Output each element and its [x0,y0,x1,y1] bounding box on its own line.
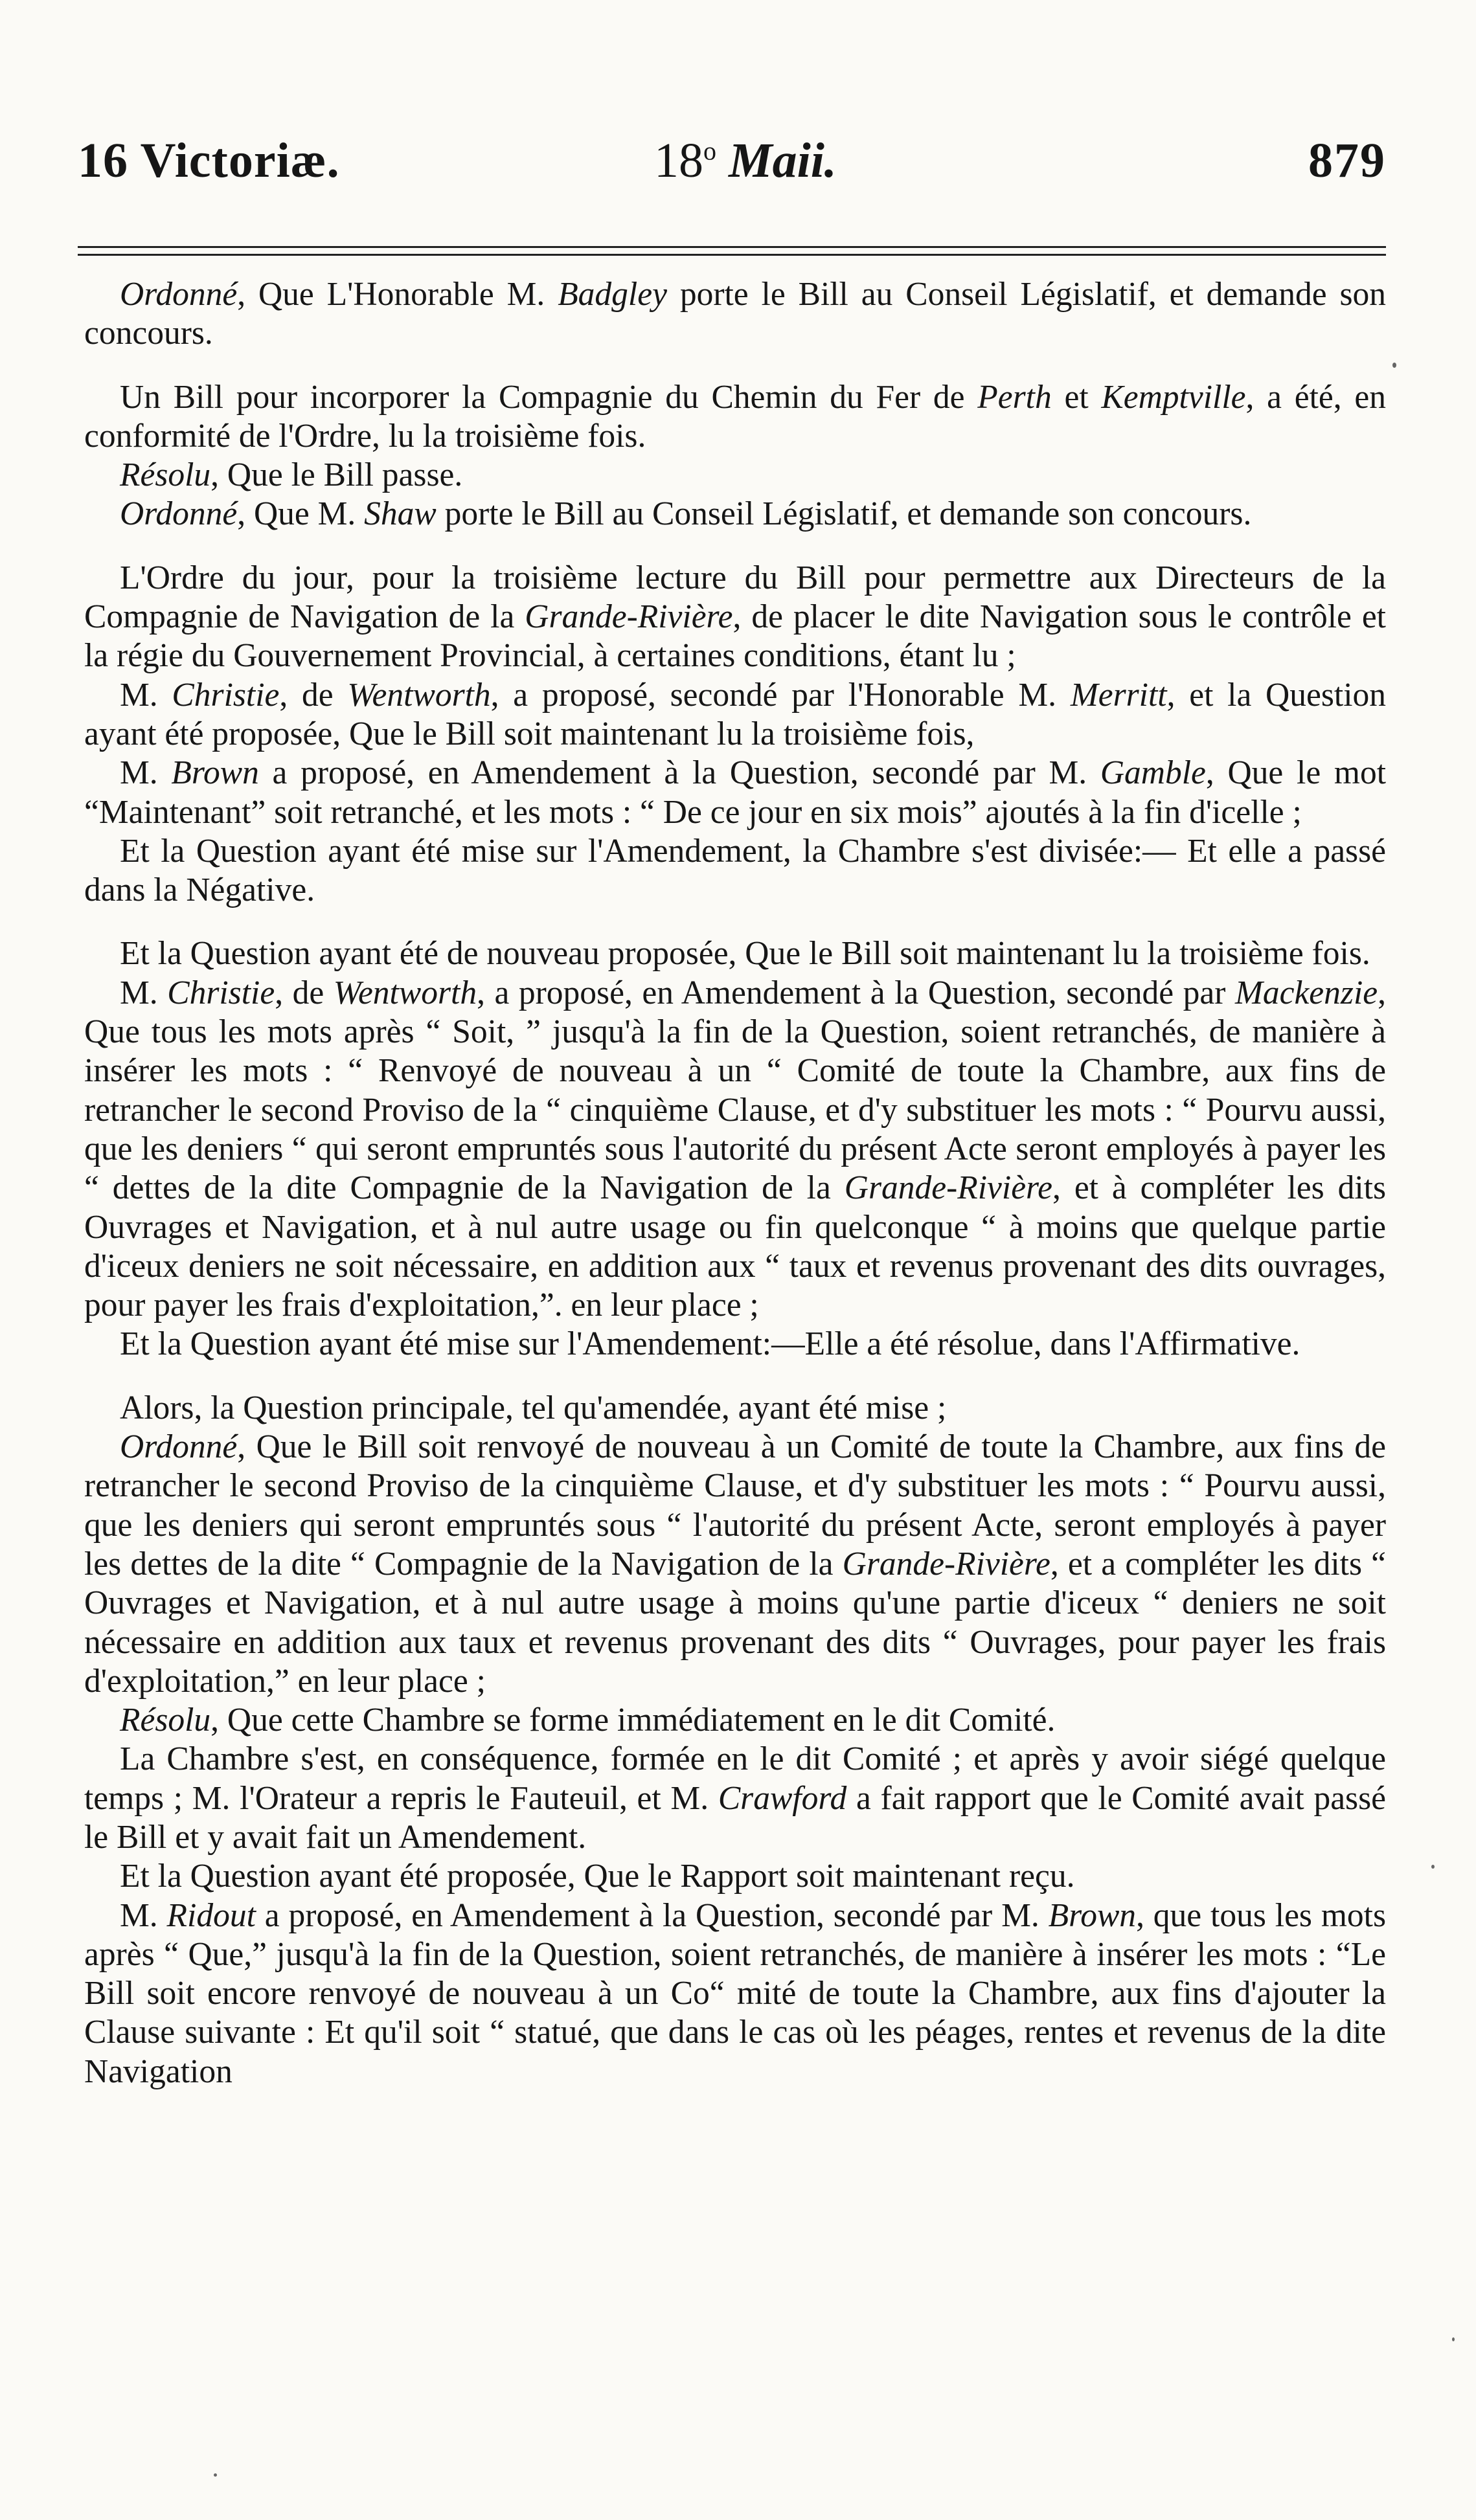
text-run: porte le Bill au Conseil Législatif, et demande son concours. [84,276,1386,352]
text-run: M. [120,676,172,714]
date-ordinal: o [703,136,716,166]
text-run: Et la Question ayant été mise sur l'Amendement:—Elle a été résolue, dans l'Affirmative. [120,1325,1300,1363]
paragraph [84,495,1386,534]
paragraph [84,1740,1386,1857]
text-run: , a proposé, en Amendement à la Question, secondé par [477,974,1235,1011]
scan-speck [1392,363,1396,368]
italic-run: Mackenzie [1234,974,1378,1011]
date-day: 18 [654,133,703,188]
body-text [84,275,1386,2091]
text-run: , et à compléter les dits Ouvrages et Navigation, et à nul autre usage ou fin quelconque “ à moins que quelque partie d'iceux deniers ne soit nécessaire, en addition aux “ taux et revenus provenant des dits ouvrages, pour payer les frais d'exploitation,”. en leur place ; [84,1169,1386,1324]
paragraph [84,275,1386,354]
italic-run: Christie [167,974,275,1011]
text-run: , Que le Bill soit renvoyé de nouveau à un Comité de toute la Chambre, aux fins de retrancher le second Proviso de la cinquième Clause, et d'y substituer les mots : “ Pourvu aussi, que les deniers qui seront empruntés sous “ l'autorité du présent Acte, seront employés à payer les dettes de la dite “ Compagnie de la Navigation de la [84,1428,1386,1582]
document-page [78,0,1386,2520]
italic-run: Christie [172,676,280,714]
text-run: , et a compléter les dits “ Ouvrages et Navigation, et à nul autre usage à moins qu'une partie d'iceux “ deniers ne soit nécessaire en addition aux taux et revenus provenant des dits “ Ouvrages, pour payer les frais d'exploitation,” en leur place ; [84,1545,1386,1700]
italic-run: Grande-Rivière [844,1169,1053,1207]
paragraph [84,832,1386,910]
text-run: La Chambre s'est, en conséquence, formée en le dit Comité ; et après y avoir siégé quelque temps ; M. l'Orateur a repris le Fauteuil, et M. [84,1740,1386,1817]
text-run: , Que cette Chambre se forme immédiatement en le dit Comité. [210,1702,1056,1739]
italic-run: Ordonné [120,1428,238,1466]
text-run: , Que le mot “Maintenant” soit retranché, et les mots : “ De ce jour en six mois” ajoutés à la fin d'icelle ; [84,754,1387,831]
italic-run: Grande-Rivière [842,1545,1050,1582]
text-run: Et la Question ayant été proposée, Que le Rapport soit maintenant reçu. [120,1858,1075,1895]
scan-speck [1452,2337,1455,2341]
page-header [78,133,1386,204]
text-run: M. [120,974,168,1011]
header-rule-bottom [78,254,1386,256]
italic-run: Grande-Rivière [525,598,733,636]
text-run: , et la Question ayant été proposée, Que le Bill soit maintenant lu la troisième fois, [84,676,1387,752]
paragraph [84,934,1386,973]
paragraph [84,378,1386,456]
paragraph [84,1896,1386,2091]
text-run: Et la Question ayant été de nouveau proposée, Que le Bill soit maintenant lu la troisième fois. [120,935,1370,973]
italic-run: Brown [1048,1896,1137,1934]
text-run: , Que L'Honorable M. [237,276,558,313]
header-rule-top [78,246,1386,248]
italic-run: Shaw [364,495,437,533]
text-run: porte le Bill au Conseil Législatif, et demande son concours. [436,495,1252,533]
paragraph [84,1325,1386,1364]
text-run: Un Bill pour incorporer la Compagnie du Chemin du Fer de [120,378,978,416]
text-run: et [1051,378,1102,416]
regnal-year: 16 Victoriæ. [78,133,340,188]
text-run: , de placer le dite Navigation sous le contrôle et la régie du Gouvernement Provincial, à certaines conditions, étant lu ; [84,598,1386,675]
italic-run: Ridout [166,1896,256,1934]
text-run: L'Ordre du jour, pour la troisième lecture du Bill pour permettre aux Directeurs de la Compagnie de Navigation de la [84,559,1386,636]
paragraph [84,1701,1386,1740]
text-run: Et la Question ayant été mise sur l'Amendement, la Chambre s'est divisée:— Et elle a passé dans la Négative. [84,832,1386,909]
italic-run: Perth [977,378,1052,416]
italic-run: Ordonné [120,495,238,533]
text-run: Alors, la Question principale, tel qu'amendée, ayant été mise ; [120,1389,947,1426]
session-date [654,133,837,189]
paragraph [84,1857,1386,1896]
date-month: Maii. [729,133,837,188]
italic-run: Badgley [558,276,667,313]
italic-run: Crawford [718,1779,847,1817]
text-run: , a proposé, secondé par l'Honorable M. [490,676,1071,714]
italic-run: Merritt [1070,676,1167,714]
paragraph [84,456,1386,495]
text-run: a fait rapport que le Comité avait passé le Bill et y avait fait un Amendement. [84,1779,1386,1856]
text-run: , a été, en conformité de l'Ordre, lu la troisième fois. [84,378,1386,455]
page-number: 879 [1308,133,1386,188]
paragraph [84,754,1386,832]
italic-run: Résolu [120,1702,211,1739]
text-run: M. [120,754,172,792]
italic-run: Ordonné [120,276,238,313]
text-run: , Que M. [237,495,365,533]
text-run: a proposé, en Amendement à la Question, secondé par M. [258,754,1100,792]
text-run: M. [120,1896,167,1934]
paragraph [84,1389,1386,1428]
text-run: , de [275,974,334,1011]
italic-run: Wentworth [347,676,491,714]
italic-run: Brown [171,754,259,792]
paragraph [84,559,1386,676]
paragraph [84,1428,1386,1701]
text-run: , de [279,676,348,714]
italic-run: Wentworth [333,974,477,1011]
italic-run: Résolu [120,456,211,494]
italic-run: Kemptville [1101,378,1246,416]
text-run: , Que tous les mots après “ Soit, ” jusqu'à la fin de la Question, soient retranchés, de manière à insérer les mots : “ Renvoyé de nouveau à un “ Comité de toute la Chambre, aux fins de retrancher le second Proviso de la “ cinquième Clause, et d'y substituer les mots : “ Pourvu aussi, que les deniers “ qui seront empruntés sous l'autorité du présent Acte seront employés à payer les “ dettes de la dite Compagnie de la Navigation de la [84,974,1386,1207]
scan-speck [1431,1865,1435,1869]
text-run: , Que le Bill passe. [210,456,463,494]
paragraph [84,974,1386,1325]
text-run: a proposé, en Amendement à la Question, secondé par M. [255,1896,1049,1934]
paragraph [84,676,1386,754]
scan-speck [214,2473,217,2477]
text-run: , que tous les mots après “ Que,” jusqu'à la fin de la Question, soient retranchés, de manière à insérer les mots : “Le Bill soit encore renvoyé de nouveau à un Co“ mité de toute la Chambre, aux fins d'ajouter la Clause suivante : Et qu'il soit “ statué, que dans le cas où les péages, rentes et revenus de la dite Navigation [84,1896,1387,2090]
italic-run: Gamble [1100,754,1206,792]
